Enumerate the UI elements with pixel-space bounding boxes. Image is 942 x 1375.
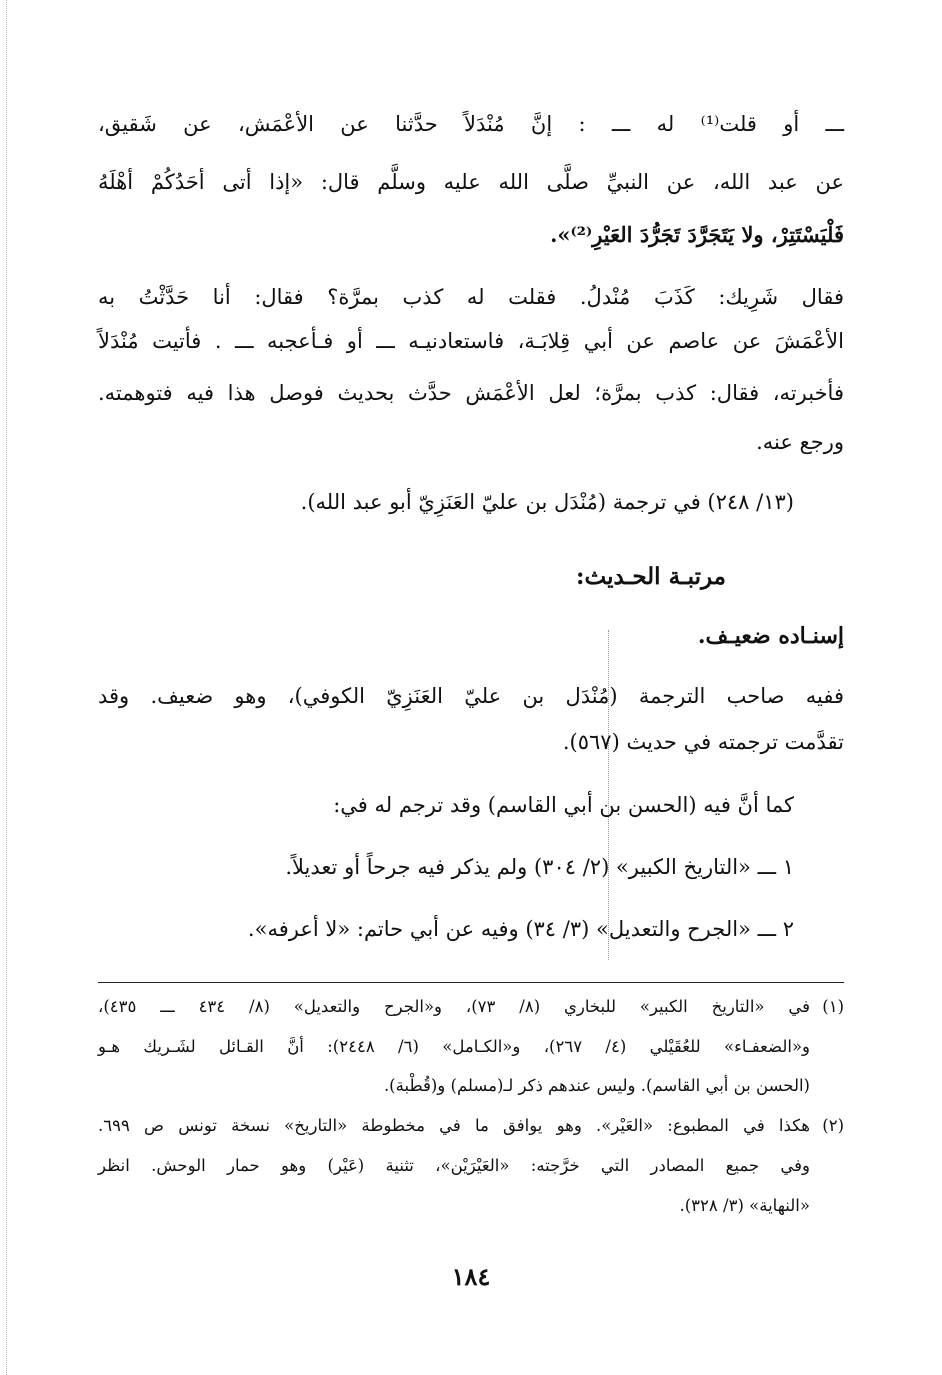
- body-line-1: ـــ أو قلت⁽¹⁾ له ـــ : إنَّ مُنْدَلاً حدَّثنا عن الأعْمَش، عن شَقيق،: [98, 112, 844, 136]
- footnote-2-line-2: وفي جميع المصادر التي خرَّجته: «العَيْرَيْن»، تثنية (عَيْر) وهو حمار الوحش. انظر: [98, 1156, 810, 1175]
- body-line-7: ورجع عنه.: [756, 430, 844, 454]
- footnote-separator: [98, 982, 844, 983]
- body-line-8: (١٣/ ٢٤٨) في ترجمة (مُنْدَل بن عليّ العَنَزِيّ أبو عبد الله).: [300, 490, 794, 514]
- para2-line-2: تقدَّمت ترجمته في حديث (٥٦٧).: [562, 730, 844, 754]
- footnote-2-number: (٢): [822, 1116, 844, 1135]
- list-item-2: ٢ ـــ «الجرح والتعديل» (٣/ ٣٤) وفيه عن أبي حاتم: «لا أعرفه».: [247, 917, 794, 941]
- page-number: ١٨٤: [451, 1262, 491, 1291]
- para3-line: كما أنَّ فيه (الحسن بن أبي القاسم) وقد ترجم له في:: [333, 793, 794, 817]
- section-heading: مرتبـة الحـديث:: [576, 563, 726, 590]
- body-line-5: الأعْمَشَ عن عاصم عن أبي قِلابَـة، فاستعادنيـه ـــ أو فـأعجبه ـــ . فأتيت مُنْدَلاً: [98, 329, 844, 353]
- footnote-2-line-3: «النهاية» (٣/ ٣٢٨).: [679, 1196, 810, 1215]
- para2-line-1: ففيه صاحب الترجمة (مُنْدَل بن عليّ العَنَزِيّ الكوفي)، وهو ضعيف. وقد: [98, 684, 844, 708]
- footnote-1-number: (١): [822, 997, 844, 1016]
- footnote-1-line-2: و«الضعفـاء» للعُقَيْلي (٤/ ٢٦٧)، و«الكـامل» (٦/ ٢٤٤٨): أنَّ القـائل لشَـريك هـو: [98, 1037, 811, 1056]
- isnad-label: إسنـاده ضعيـف.: [697, 623, 844, 649]
- footnote-1-line-3: (الحسن بن أبي القاسم). وليس عندهم ذكر لـ(مسلم) و(قُطْبة).: [383, 1076, 810, 1095]
- footnote-2-line-1: هكذا في المطبوع: «العَيْر». وهو يوافق ما في مخطوطة «التاريخ» نسخة تونس ص ٦٩٩.: [98, 1116, 810, 1135]
- scan-edge: [0, 0, 7, 1375]
- body-line-2: عن عبد الله، عن النبيِّ صلَّى الله عليه وسلَّم قال: «إذا أتى أحَدُكُمْ أهْلَهُ: [98, 170, 844, 194]
- body-line-3: فَلْيَسْتَتِرْ، ولا يَتَجَرَّدَ تَجَرُّدَ العَيْرِ⁽²⁾».: [550, 222, 844, 247]
- footnote-1-line-1: في «التاريخ الكبير» للبخاري (٨/ ٧٣)، و«الجرح والتعديل» (٨/ ٤٣٤ ـــ ٤٣٥)،: [98, 997, 810, 1016]
- body-line-6: فأخبرته، فقال: كذب بمرَّة؛ لعل الأعْمَش حدَّث بحديث فوصل هذا فيه فتوهمته.: [98, 381, 844, 405]
- list-item-1: ١ ـــ «التاريخ الكبير» (٢/ ٣٠٤) ولم يذكر فيه جرحاً أو تعديلاً.: [285, 855, 794, 879]
- body-line-4: فقال شَرِيك: كَذَبَ مُنْدلُ. فقلت له كذب بمرَّة؟ فقال: أنا حَدَّثْتُ به: [98, 285, 844, 309]
